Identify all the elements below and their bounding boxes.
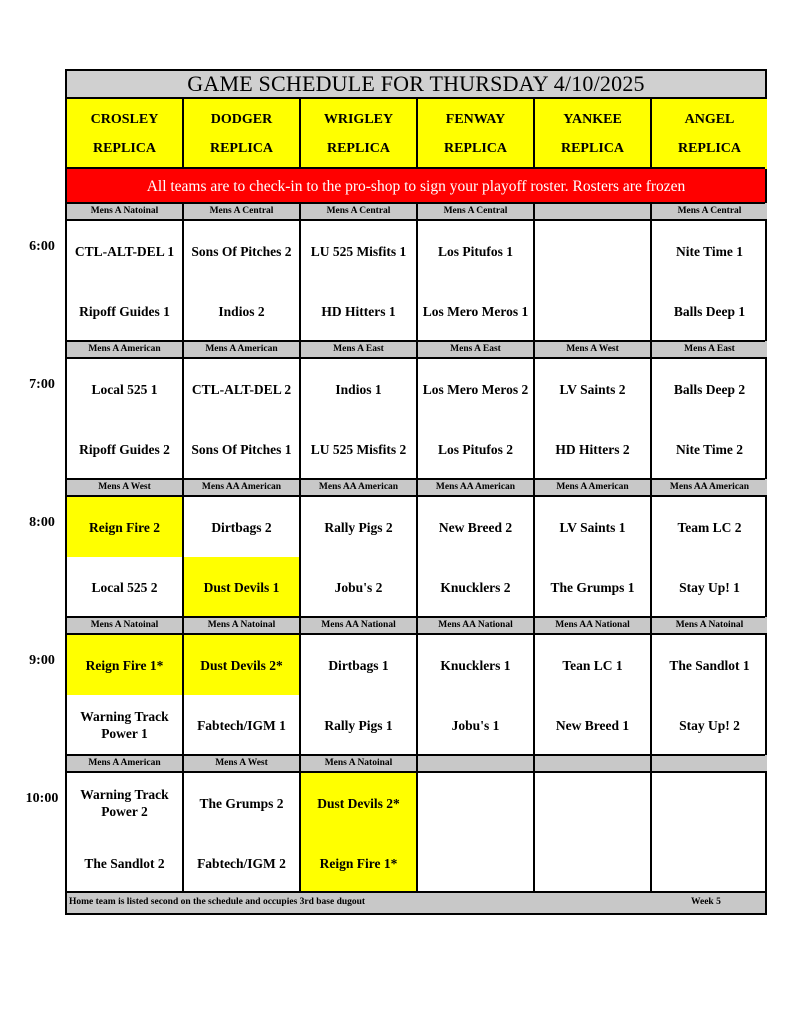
division-label: Mens AA American — [184, 479, 301, 495]
away-team-cell: Sons Of Pitches 2 — [184, 221, 301, 281]
division-label: Mens A Central — [301, 203, 418, 219]
field-subtitle: REPLICA — [677, 140, 741, 156]
division-label: Mens A American — [184, 341, 301, 357]
away-team-cell: The Grumps 2 — [184, 773, 301, 833]
field-name: DODGER — [210, 111, 273, 127]
away-team-cell: Dirtbags 1 — [301, 635, 418, 695]
home-team-cell: Rally Pigs 1 — [301, 695, 418, 755]
home-team-cell: Fabtech/IGM 1 — [184, 695, 301, 755]
time-label: 6:00 — [29, 239, 55, 254]
away-team-cell: Indios 1 — [301, 359, 418, 419]
home-team-cell: Jobu's 1 — [418, 695, 535, 755]
division-label: Mens A American — [67, 341, 184, 357]
division-label: Mens A Natoinal — [652, 617, 767, 633]
division-label: Mens A West — [184, 755, 301, 771]
field-header-yankee — [535, 99, 652, 169]
home-team-cell: LU 525 Misfits 2 — [301, 419, 418, 479]
field-header-crosley — [67, 99, 184, 169]
away-team-cell: Los Mero Meros 2 — [418, 359, 535, 419]
division-label: Mens AA American — [301, 479, 418, 495]
home-team-cell: Local 525 2 — [67, 557, 184, 617]
home-team-cell: HD Hitters 2 — [535, 419, 652, 479]
home-team-cell: HD Hitters 1 — [301, 281, 418, 341]
away-team-cell: LU 525 Misfits 1 — [301, 221, 418, 281]
away-team-cell: LV Saints 2 — [535, 359, 652, 419]
home-team-cell: Jobu's 2 — [301, 557, 418, 617]
divider — [67, 340, 765, 342]
page-title: GAME SCHEDULE FOR THURSDAY 4/10/2025 — [67, 71, 765, 99]
home-team-cell: Nite Time 2 — [676, 441, 743, 457]
divider — [67, 754, 765, 756]
home-team-cell: Los Pitufos 2 — [418, 419, 535, 479]
division-label: Mens A Natoinal — [184, 617, 301, 633]
away-team-cell: Dust Devils 2* — [301, 773, 418, 833]
field-header-angel — [652, 99, 767, 169]
field-header-row — [67, 99, 765, 171]
away-team-cell: CTL-ALT-DEL 1 — [67, 221, 184, 281]
division-label — [652, 755, 767, 771]
home-team-cell: The Sandlot 2 — [67, 833, 184, 893]
away-team-cell — [535, 221, 652, 281]
division-label — [418, 755, 535, 771]
time-label: 10:00 — [25, 791, 59, 806]
division-row — [67, 479, 765, 495]
field-subtitle: REPLICA — [560, 140, 624, 156]
division-row — [67, 617, 765, 633]
home-team-cell: The Grumps 1 — [535, 557, 652, 617]
home-team-cell: Stay Up! 2 — [679, 717, 740, 733]
away-team-cell: Reign Fire 2 — [67, 497, 184, 557]
field-subtitle: REPLICA — [209, 140, 273, 156]
time-label: 8:00 — [29, 515, 55, 530]
home-team-cell: Balls Deep 1 — [673, 303, 746, 319]
field-subtitle: REPLICA — [92, 140, 156, 156]
away-team-cell: Nite Time 1 — [676, 243, 743, 259]
home-team-cell: Warning Track Power 1 — [67, 695, 184, 755]
away-team-cell: The Sandlot 1 — [669, 657, 750, 673]
field-subtitle: REPLICA — [326, 140, 390, 156]
division-label: Mens A Natoinal — [301, 755, 418, 771]
away-team-cell: Dust Devils 2* — [184, 635, 301, 695]
field-subtitle: REPLICA — [443, 140, 507, 156]
notice-banner: All teams are to check-in to the pro-shop to sign your playoff roster. Rosters are frozen — [67, 167, 765, 207]
division-label: Mens A Central — [184, 203, 301, 219]
division-label — [535, 755, 652, 771]
division-label: Mens A Natoinal — [67, 203, 184, 219]
division-row — [67, 203, 765, 219]
division-label: Mens A East — [652, 341, 767, 357]
division-row — [67, 341, 765, 357]
away-team-cell: Balls Deep 2 — [673, 381, 746, 397]
away-team-cell — [418, 773, 535, 833]
home-team-cell: Los Mero Meros 1 — [418, 281, 535, 341]
division-label: Mens A East — [301, 341, 418, 357]
away-team-cell: Rally Pigs 2 — [301, 497, 418, 557]
home-team-cell — [535, 833, 652, 893]
division-label: Mens AA American — [652, 479, 767, 495]
footer-note: Home team is listed second on the schedule and occupies 3rd base dugout — [69, 897, 366, 907]
away-team-cell: Los Pitufos 1 — [418, 221, 535, 281]
away-team-cell: Reign Fire 1* — [67, 635, 184, 695]
home-team-cell: Sons Of Pitches 1 — [184, 419, 301, 479]
field-name: CROSLEY — [90, 111, 159, 127]
away-team-cell: Warning Track Power 2 — [67, 773, 184, 833]
division-label: Mens AA National — [418, 617, 535, 633]
divider — [67, 616, 765, 618]
home-team-cell — [535, 281, 652, 341]
home-team-cell: Reign Fire 1* — [301, 833, 418, 893]
away-team-cell: Tean LC 1 — [535, 635, 652, 695]
division-label: Mens A American — [67, 755, 184, 771]
field-name: YANKEE — [563, 111, 622, 127]
away-team-cell — [652, 773, 767, 833]
time-label: 7:00 — [29, 377, 55, 392]
week-label: Week 5 — [691, 897, 721, 907]
divider — [67, 202, 765, 204]
home-team-cell: New Breed 1 — [535, 695, 652, 755]
home-team-cell: Stay Up! 1 — [679, 579, 740, 595]
away-team-cell: Local 525 1 — [67, 359, 184, 419]
away-team-cell — [535, 773, 652, 833]
field-name: ANGEL — [684, 111, 735, 127]
schedule-table — [65, 69, 767, 915]
away-team-cell: New Breed 2 — [418, 497, 535, 557]
home-team-cell — [418, 833, 535, 893]
away-team-cell: LV Saints 1 — [535, 497, 652, 557]
home-team-cell — [652, 833, 767, 893]
home-team-cell: Fabtech/IGM 2 — [184, 833, 301, 893]
away-team-cell: CTL-ALT-DEL 2 — [184, 359, 301, 419]
away-team-cell: Knucklers 1 — [418, 635, 535, 695]
field-name: FENWAY — [445, 111, 506, 127]
away-team-cell: Team LC 2 — [677, 519, 742, 535]
division-label: Mens A West — [535, 341, 652, 357]
home-team-cell: Ripoff Guides 2 — [67, 419, 184, 479]
divider — [67, 478, 765, 480]
time-label: 9:00 — [29, 653, 55, 668]
field-header-fenway — [418, 99, 535, 169]
division-label: Mens A Natoinal — [67, 617, 184, 633]
division-row — [67, 755, 765, 771]
division-label: Mens A West — [67, 479, 184, 495]
home-team-cell: Indios 2 — [184, 281, 301, 341]
division-label: Mens AA American — [418, 479, 535, 495]
division-label: Mens AA National — [301, 617, 418, 633]
footer-bar — [67, 891, 765, 913]
away-team-cell: Dirtbags 2 — [184, 497, 301, 557]
field-header-wrigley — [301, 99, 418, 169]
division-label — [535, 203, 652, 219]
home-team-cell: Ripoff Guides 1 — [67, 281, 184, 341]
division-label: Mens A East — [418, 341, 535, 357]
field-header-dodger — [184, 99, 301, 169]
division-label: Mens AA National — [535, 617, 652, 633]
field-name: WRIGLEY — [323, 111, 394, 127]
division-label: Mens A American — [535, 479, 652, 495]
home-team-cell: Dust Devils 1 — [184, 557, 301, 617]
division-label: Mens A Central — [652, 203, 767, 219]
home-team-cell: Knucklers 2 — [418, 557, 535, 617]
division-label: Mens A Central — [418, 203, 535, 219]
